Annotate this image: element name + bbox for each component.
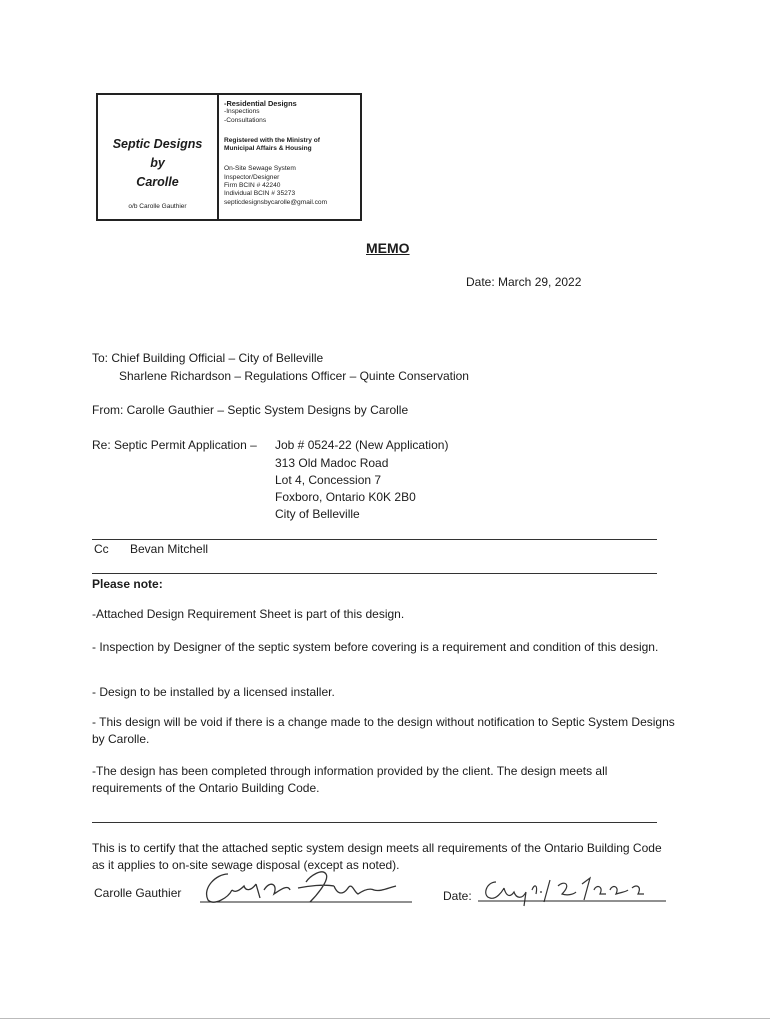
letterhead-divider <box>217 95 219 219</box>
re-town: Foxboro, Ontario K0K 2B0 <box>275 490 416 504</box>
re-city: City of Belleville <box>275 507 360 521</box>
page-bottom-edge <box>0 1018 770 1019</box>
credentials: On-Site Sewage System Inspector/Designer Firm BCIN # 42240 Individual BCIN # 35273 septicdesignsbycarolle@gmail.com <box>224 165 362 206</box>
from-line: From: Carolle Gauthier – Septic System Designs by Carolle <box>92 403 409 417</box>
date-label: Date: <box>443 889 472 903</box>
signature-image <box>198 860 418 906</box>
owner-line: o/b Carolle Gauthier <box>128 203 187 210</box>
please-note-heading: Please note: <box>92 577 163 591</box>
memo-title: MEMO <box>366 240 410 256</box>
re-lot: Lot 4, Concession 7 <box>275 473 382 487</box>
divider-rule <box>92 822 657 823</box>
email: septicdesignsbycarolle@gmail.com <box>224 198 328 206</box>
re-address: 313 Old Madoc Road <box>275 456 389 470</box>
to-line: To: Chief Building Official – City of Belleville <box>92 351 324 365</box>
memo-date: Date: March 29, 2022 <box>466 275 582 289</box>
letterhead-box <box>96 93 362 221</box>
letterhead-details <box>224 100 362 219</box>
note-item: -The design has been completed through information provided by the client. The design meets all requirements of the Ontario Building Code. <box>92 764 608 795</box>
note-item: - Design to be installed by a licensed installer. <box>92 685 335 699</box>
certification-statement: This is to certify that the attached septic system design meets all requirements of the Ontario Building Code as it applies to on-site sewage disposal (except as noted). <box>92 841 662 872</box>
note-item: - Inspection by Designer of the septic system before covering is a requirement and condition of this design. <box>92 640 659 654</box>
note-item: -Attached Design Requirement Sheet is part of this design. <box>92 607 405 621</box>
to-line-2: Sharlene Richardson – Regulations Officer – Quinte Conservation <box>119 369 469 383</box>
handwritten-date-image <box>478 870 668 910</box>
registration: Registered with the Ministry of Municipal Affairs & Housing <box>224 136 320 153</box>
company-name: Septic Designs by Carolle <box>112 137 203 189</box>
re-job: Job # 0524-22 (New Application) <box>275 438 449 452</box>
services-list: -Residential Designs -Inspections -Consultations <box>224 99 297 124</box>
re-label: Re: Septic Permit Application – <box>92 438 257 452</box>
divider-rule <box>92 573 657 574</box>
note-item: - This design will be void if there is a change made to the design without notification to Septic System Designs by Carolle. <box>92 715 675 746</box>
signer-name: Carolle Gauthier <box>94 886 182 900</box>
cc-name: Bevan Mitchell <box>130 542 209 556</box>
cc-label: Cc <box>94 542 109 556</box>
